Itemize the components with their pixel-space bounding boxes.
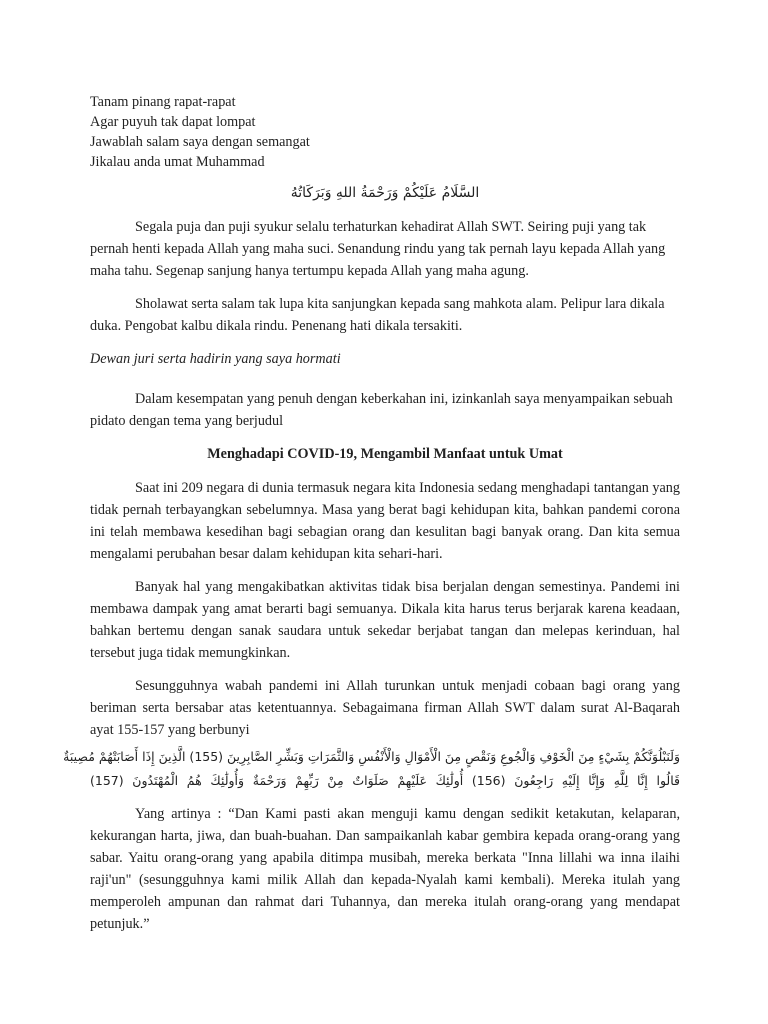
quran-verse-line-2: قَالُوا إِنَّا لِلَّهِ وَإِنَّا إِلَيْهِ رَاجِعُونَ (156) أُولَٰئِكَ عَلَيْهِمْ صَلَوَاتٌ مِنْ رَبِّهِمْ وَرَحْمَةٌ وَأُولَٰئِكَ هُمُ الْمُهْتَدُونَ (157) <box>90 773 680 788</box>
quran-verse-line-1: وَلَنَبْلُوَنَّكُمْ بِشَيْءٍ مِنَ الْخَوْفِ وَالْجُوعِ وَنَقْصٍ مِنَ الْأَمْوَالِ وَالْأَنْفُسِ وَالثَّمَرَاتِ وَبَشِّرِ الصَّابِرِينَ (155) الَّذِينَ إِذَا أَصَابَتْهُمْ مُصِيبَةٌ <box>63 749 680 764</box>
quran-verse <box>63 745 680 793</box>
pantun-line-3: Jawablah salam saya dengan semangat <box>90 134 310 150</box>
pantun-line-1: Tanam pinang rapat-rapat <box>90 94 236 110</box>
speech-text <box>63 92 680 946</box>
pantun-line-4: Jikalau anda umat Muhammad <box>90 154 265 170</box>
pandemic-context-paragraph: Saat ini 209 negara di dunia termasuk negara kita Indonesia sedang menghadapi tantangan yang tidak pernah terbayangkan sebelumnya. Masa yang berat bagi kehidupan kita, bahkan pandemi corona ini telah membawa kesedihan bagi sebagian orang dan kesulitan bagi banyak orang. Dan kita semua mengalami perubahan besar dalam kehidupan kita sehari-hari. <box>90 480 680 562</box>
audience-address: Dewan juri serta hadirin yang saya hormati <box>90 351 341 367</box>
pantun-block <box>90 92 680 172</box>
verse-translation-paragraph: Yang artinya : “Dan Kami pasti akan menguji kamu dengan sedikit ketakutan, kelaparan, kekurangan harta, jiwa, dan buah-buahan. Dan sampaikanlah kabar gembira kepada orang-orang yang sabar. Yaitu orang-orang yang apabila ditimpa musibah, mereka berkata "Inna lillahi wa inna ilaihi raji'un" (sesungguhnya kami milik Allah dan kepada-Nyalah kami kembali). Mereka itulah yang memperoleh ampunan dan rahmat dari Tuhannya, dan mereka itulah orang-orang yang mendapat petunjuk.” <box>90 806 680 932</box>
opening-praise-paragraph: Segala puja dan puji syukur selalu terhaturkan kehadirat Allah SWT. Seiring puji yang tak pernah henti kepada Allah yang maha suci. Senandung rindu yang tak pernah layu kepada Allah yang maha tahu. Segenap sanjung hanya tertumpu kepada Allah yang maha agung. <box>90 219 666 279</box>
trial-paragraph: Sesungguhnya wabah pandemi ini Allah turunkan untuk menjadi cobaan bagi orang yang beriman serta bersabar atas ketentuannya. Sebagaimana firman Allah SWT dalam surat Al-Baqarah ayat 155-157 yang berbunyi <box>90 678 680 738</box>
speech-title: Menghadapi COVID-19, Mengambil Manfaat untuk Umat <box>207 446 563 462</box>
introduction-paragraph: Dalam kesempatan yang penuh dengan keberkahan ini, izinkanlah saya menyampaikan sebuah pidato dengan tema yang berjudul <box>90 391 673 429</box>
salam-arabic: السَّلَامُ عَلَيْكُمْ وَرَحْمَةُ اللهِ وَبَرَكَاتُهُ <box>290 185 480 201</box>
pantun-line-2: Agar puyuh tak dapat lompat <box>90 114 256 130</box>
impact-paragraph: Banyak hal yang mengakibatkan aktivitas tidak bisa berjalan dengan semestinya. Pandemi ini membawa dampak yang amat berarti bagi semuanya. Dikala kita harus terus berjarak karena keadaan, bahkan bertemu dengan sanak saudara untuk sekedar berjabat tangan dan melepas kerinduan, hal tersebut juga tidak memungkinkan. <box>90 579 680 661</box>
sholawat-paragraph: Sholawat serta salam tak lupa kita sanjungkan kepada sang mahkota alam. Pelipur lara dikala duka. Pengobat kalbu dikala rindu. Penenang hati dikala tersakiti. <box>90 296 665 334</box>
